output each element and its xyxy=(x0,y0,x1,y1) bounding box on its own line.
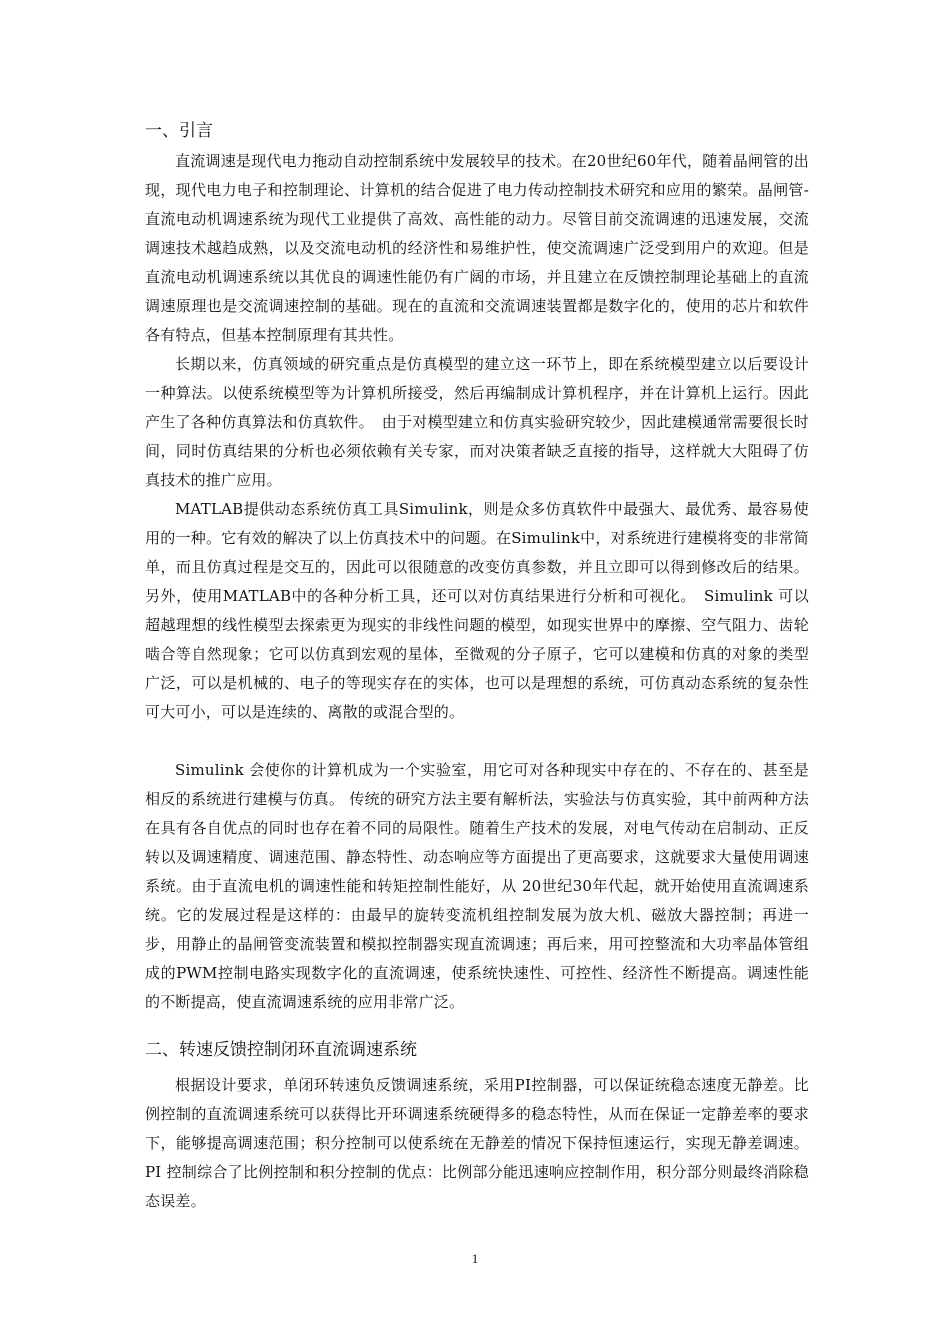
section-heading-intro: 一、引言 xyxy=(145,121,213,141)
paragraph-intro-2: 长期以来，仿真领域的研究重点是仿真模型的建立这一环节上，即在系统模型建立以后要设计一种算法。以使系统模型等为计算机所接受，然后再编制成计算机程序，并在计算机上运行。因此产生了各种仿真算法和仿真软件。 由于对模型建立和仿真实验研究较少，因此建模通常需要很长时间，同时仿真结果的分析也必须依赖有关专家，而对决策者缺乏直接的指导，这样就大大阻碍了仿真技术的推广应用。 xyxy=(145,355,809,489)
paragraph-intro-4: Simulink 会使你的计算机成为一个实验室，用它可对各种现实中存在的、不存在的、甚至是相反的系统进行建模与仿真。 传统的研究方法主要有解析法，实验法与仿真实验，其中前两种方法在具有各自优点的同时也存在着不同的局限性。随着生产技术的发展，对电气传动在启制动、正反转以及调速精度、调速范围、静态特性、动态响应等方面提出了更高要求，这就要求大量使用调速系统。由于直流电机的调速性能和转矩控制性能好，从 20世纪30年代起，就开始使用直流调速系统。它的发展过程是这样的：由最早的旋转变流机组控制发展为放大机、磁放大器控制；再进一步，用静止的晶闸管变流装置和模拟控制器实现直流调速；再后来，用可控整流和大功率晶体管组成的PWM控制电路实现数字化的直流调速，使系统快速性、可控性、经济性不断提高。调速性能的不断提高，使直流调速系统的应用非常广泛。 xyxy=(145,761,809,1011)
section-heading-closed-loop: 二、转速反馈控制闭环直流调速系统 xyxy=(145,1040,417,1060)
paragraph-closed-loop-1: 根据设计要求，单闭环转速负反馈调速系统，采用PI控制器，可以保证统稳态速度无静差。比例控制的直流调速系统可以获得比开环调速系统硬得多的稳态特性，从而在保证一定静差率的要求下，能够提高调速范围；积分控制可以使系统在无静差的情况下保持恒速运行，实现无静差调速。PI 控制综合了比例控制和积分控制的优点：比例部分能迅速响应控制作用，积分部分则最终消除稳态误差。 xyxy=(145,1076,809,1210)
page-number: 1 xyxy=(471,1251,479,1266)
paragraph-intro-1: 直流调速是现代电力拖动自动控制系统中发展较早的技术。在20世纪60年代，随着晶闸管的出现，现代电力电子和控制理论、计算机的结合促进了电力传动控制技术研究和应用的繁荣。晶闸管-直流电动机调速系统为现代工业提供了高效、高性能的动力。尽管目前交流调速的迅速发展，交流调速技术越趋成熟，以及交流电动机的经济性和易维护性，使交流调速广泛受到用户的欢迎。但是直流电动机调速系统以其优良的调速性能仍有广阔的市场，并且建立在反馈控制理论基础上的直流调速原理也是交流调速控制的基础。现在的直流和交流调速装置都是数字化的，使用的芯片和软件各有特点，但基本控制原理有其共性。 xyxy=(145,152,809,344)
paragraph-intro-3: MATLAB提供动态系统仿真工具Simulink，则是众多仿真软件中最强大、最优秀、最容易使用的一种。它有效的解决了以上仿真技术中的问题。在Simulink中，对系统进行建模将变的非常简单，而且仿真过程是交互的，因此可以很随意的改变仿真参数，并且立即可以得到修改后的结果。另外，使用MATLAB中的各种分析工具，还可以对仿真结果进行分析和可视化。 Simulink 可以超越理想的线性模型去探索更为现实的非线性问题的模型，如现实世界中的摩擦、空气阻力、齿轮啮合等自然现象；它可以仿真到宏观的星体，至微观的分子原子，它可以建模和仿真的对象的类型广泛，可以是机械的、电子的等现实存在的实体，也可以是理想的系统，可仿真动态系统的复杂性可大可小，可以是连续的、离散的或混合型的。 xyxy=(145,500,809,721)
